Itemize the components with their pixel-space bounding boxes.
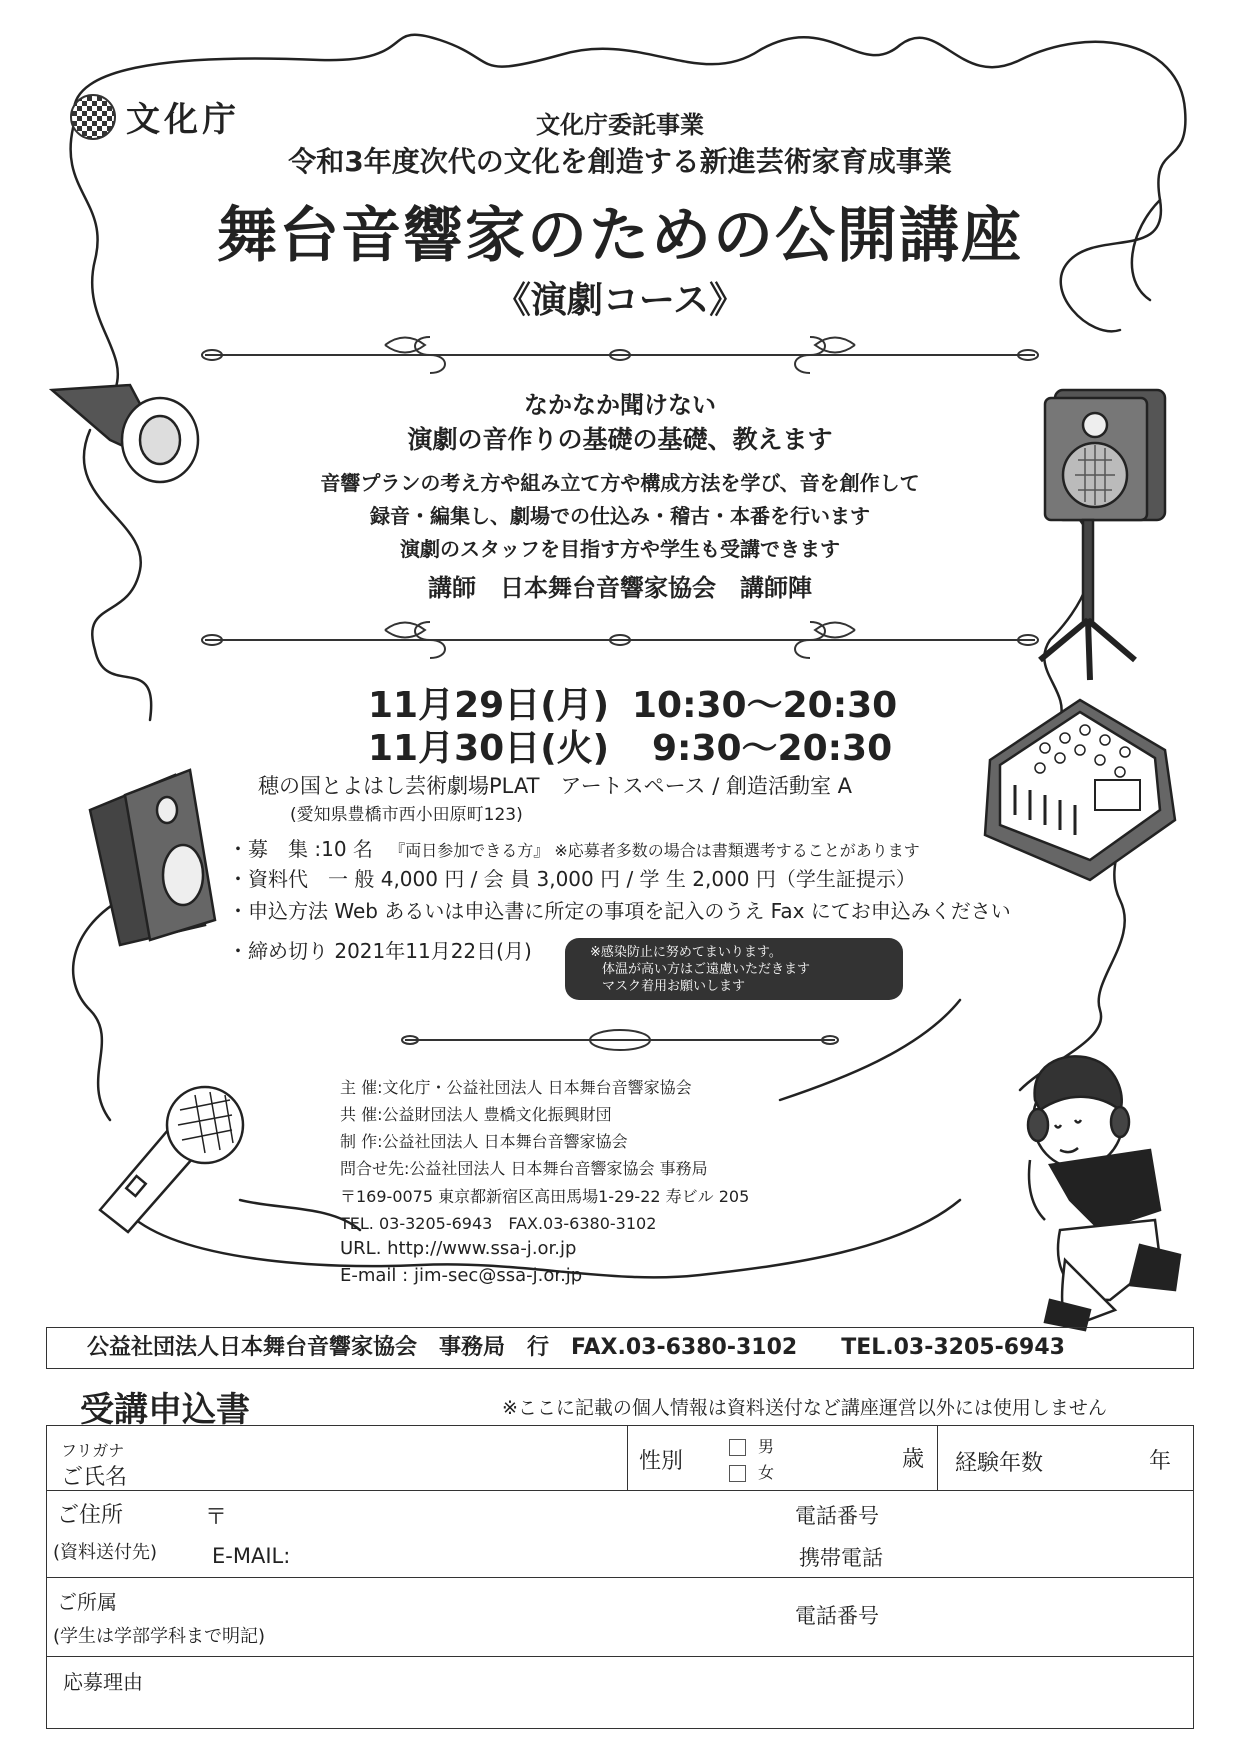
- male-checkbox[interactable]: [729, 1439, 746, 1456]
- cohost-line: 共 催:公益財団法人 豊橋文化振興財団: [340, 1105, 612, 1124]
- course-name: 《演劇コース》: [494, 280, 746, 321]
- addressee-text: 公益社団法人日本舞台音響家協会 事務局 行 FAX.03-6380-3102 TEL.03-3205-6943: [87, 1335, 1065, 1360]
- email-link[interactable]: E-mail : jim-sec@ssa-j.or.jp: [340, 1265, 583, 1286]
- capacity-line: [228, 833, 920, 862]
- email-label: E-MAIL:: [212, 1544, 291, 1568]
- capacity-label: ・募 集 :10 名: [228, 837, 373, 861]
- notice-line-1: ※感染防止に努めてまいります。: [590, 945, 782, 960]
- years-label: 年: [1149, 1449, 1172, 1474]
- fax-addressee-box: [46, 1327, 1194, 1369]
- reason-label: 応募理由: [63, 1670, 143, 1694]
- production-line: 制 作:公益社団法人 日本舞台音響家協会: [340, 1132, 628, 1151]
- phone-label: 電話番号: [795, 1504, 879, 1528]
- intro-line-2: 演劇の音作りの基礎の基礎、教えます: [407, 425, 833, 454]
- application-form: [46, 1425, 1194, 1729]
- age-label: 歳: [902, 1447, 925, 1472]
- capacity-note: 『両日参加できる方』 ※応募者多数の場合は書類選考することがあります: [389, 841, 920, 860]
- page-title: 舞台音響家のための公開講座: [217, 201, 1023, 271]
- furigana-label: フリガナ: [61, 1441, 125, 1460]
- privacy-note: ※ここに記載の個人情報は資料送付など講座運営以外には使用しません: [502, 1397, 1107, 1419]
- reason-field[interactable]: [167, 1662, 1177, 1722]
- time-2: 9:30〜20:30: [652, 728, 893, 769]
- postal-mark: 〒: [205, 1505, 228, 1530]
- gender-female-option[interactable]: [729, 1460, 774, 1483]
- address-label: ご住所: [57, 1503, 124, 1528]
- name-label: ご氏名: [61, 1465, 128, 1490]
- send-to-label: (資料送付先): [53, 1542, 158, 1563]
- program-name: 令和3年度次代の文化を創造する新進芸術家育成事業: [288, 145, 952, 178]
- deadline-line: ・締め切り 2021年11月22日(月): [228, 939, 532, 963]
- notice-line-3: マスク着用お願いします: [602, 979, 746, 994]
- program-sponsor: 文化庁委託事業: [536, 111, 704, 139]
- apply-method-line: ・申込方法 Web あるいは申込書に所定の事項を記入のうえ Fax にてお申込みください: [228, 899, 1011, 923]
- female-label: 女: [758, 1463, 775, 1482]
- affiliation-label: ご所属: [57, 1590, 117, 1614]
- venue-address: (愛知県豊橋市西小田原町123): [290, 805, 523, 825]
- form-title: 受講申込書: [80, 1390, 250, 1430]
- contact-line: 問合せ先:公益社団法人 日本舞台音響家協会 事務局: [340, 1159, 708, 1178]
- logo-text: 文化庁: [126, 100, 240, 140]
- time-1: 10:30〜20:30: [632, 685, 898, 726]
- gender-male-option[interactable]: [729, 1434, 774, 1457]
- phone-label-2: 電話番号: [795, 1604, 879, 1628]
- intro-paragraph-3: 演劇のスタッフを目指す方や学生も受講できます: [400, 537, 840, 561]
- intro-paragraph-2: 録音・編集し、劇場での仕込み・稽古・本番を行います: [370, 504, 870, 528]
- host-line: 主 催:文化庁・公益社団法人 日本舞台音響家協会: [340, 1078, 692, 1097]
- mobile-label: 携帯電話: [799, 1546, 883, 1570]
- intro-paragraph-1: 音響プランの考え方や組み立て方や構成方法を学び、音を創作して: [320, 471, 920, 495]
- gender-label: 性別: [639, 1449, 684, 1474]
- date-1: 11月29日(月): [368, 685, 610, 726]
- affiliation-note: (学生は学部学科まで明記): [53, 1626, 266, 1647]
- male-label: 男: [758, 1437, 775, 1456]
- infection-notice: [565, 938, 903, 1000]
- website-link[interactable]: URL. http://www.ssa-j.or.jp: [340, 1238, 577, 1259]
- female-checkbox[interactable]: [729, 1465, 746, 1482]
- tel-fax: TEL. 03-3205-6943 FAX.03-6380-3102: [340, 1214, 657, 1233]
- date-2: 11月30日(火): [368, 728, 610, 769]
- name-field[interactable]: [167, 1434, 617, 1484]
- fee-line: ・資料代 一 般 4,000 円 / 会 員 3,000 円 / 学 生 2,000 円（学生証提示）: [228, 867, 916, 891]
- intro-line-1: なかなか聞けない: [524, 391, 716, 419]
- lecturer-line: 講師 日本舞台音響家協会 講師陣: [428, 574, 812, 602]
- experience-label: 経験年数: [955, 1451, 1044, 1476]
- venue: 穂の国とよはし芸術劇場PLAT アートスペース / 創造活動室 A: [258, 774, 852, 798]
- postal-address: 〒169-0075 東京都新宿区高田馬場1-29-22 寿ビル 205: [340, 1187, 750, 1206]
- notice-line-2: 体温が高い方はご遠慮いただきます: [602, 962, 811, 977]
